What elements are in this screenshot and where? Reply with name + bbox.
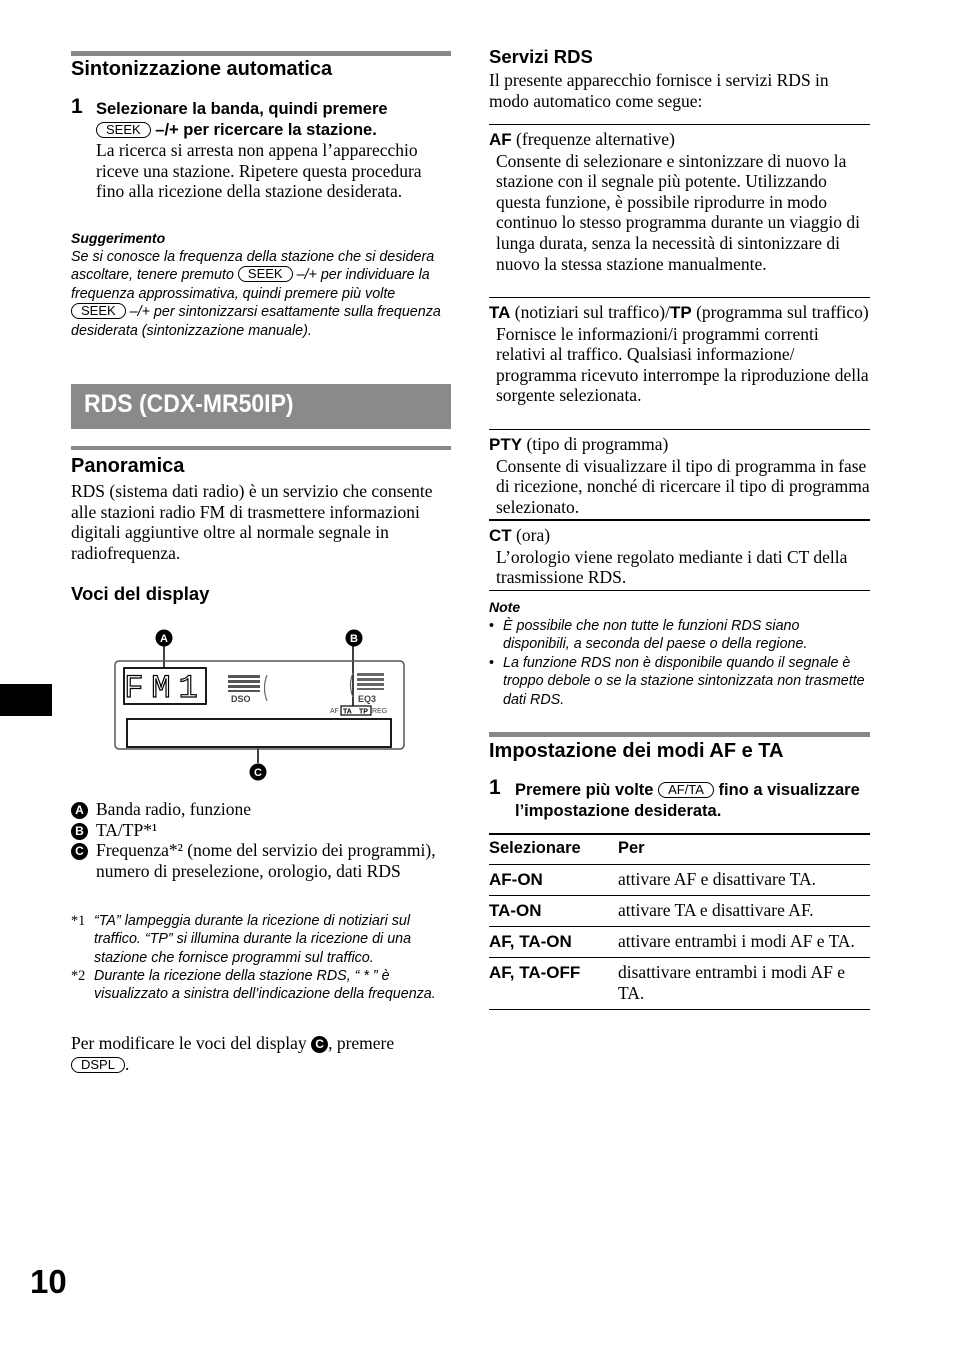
table-row — [489, 927, 870, 958]
table-cell: TA-ON — [489, 896, 618, 927]
footnote-text: Durante la ricezione della stazione RDS, “ * ” è visualizzato a sinistra dell’indicazione della frequenza. — [94, 968, 436, 1003]
section-banner — [71, 384, 451, 429]
table-cell: disattivare entrambi i modi AF e TA. — [618, 958, 870, 1010]
servizi-intro: Il presente apparecchio fornisce i servizi RDS in modo automatico come segue: — [489, 70, 829, 111]
step-text: Premere più volte — [515, 781, 654, 799]
marker-c: C — [254, 767, 262, 779]
reg-indicator: REG — [372, 708, 388, 715]
legend-text: Banda radio, funzione — [96, 799, 252, 819]
seek-button-label: SEEK — [238, 266, 293, 282]
tip-text — [71, 248, 451, 340]
rds-key: TA — [489, 303, 511, 322]
ta-indicator: TA — [343, 708, 352, 716]
tip-part-1: Se si conosce la frequenza della stazione che si desidera ascoltare, tenere premuto — [71, 249, 435, 284]
legend-text: TA/TP*¹ — [96, 819, 158, 840]
step-description: La ricerca si arresta non appena l’apparecchio riceve una stazione. Ripetere questa procedura fino alla ricezione della stazione desiderata. — [96, 140, 422, 202]
step-text: Selezionare la banda, quindi premere — [96, 100, 388, 118]
legend-item — [71, 840, 451, 881]
rds-label: (tipo di programma) — [522, 434, 669, 454]
change-marker: C — [311, 1036, 328, 1053]
rds-desc: Consente di visualizzare il tipo di programma in fase di ricezione, nonché di ricercare il tipo di programma selezionato. — [496, 455, 870, 517]
af-indicator: AF — [330, 708, 339, 715]
eq-indicator — [351, 673, 385, 704]
legend-list — [71, 799, 451, 881]
rds-entry-ct — [489, 519, 870, 588]
rds-desc: Fornisce le informazioni/i programmi correnti relativi al traffico. Qualsiasi informazione/ programma ricevuto interrompe la riproduzione della sorgente selezionata. — [496, 323, 869, 406]
legend-marker: A — [71, 802, 88, 819]
table-row — [489, 958, 870, 1010]
table-cell: AF, TA-OFF — [489, 958, 618, 1010]
seek-button-label: SEEK — [96, 122, 151, 138]
footnote-mark: *2 — [71, 968, 86, 984]
legend-marker: C — [71, 843, 88, 860]
eq-label: EQ3 — [358, 694, 377, 704]
footnote-text: “TA” lampeggia durante la ricezione di notiziari sul traffico. “TP” si illumina durante la ricezione di una stazione che fornisce programmi sul traffico. — [94, 913, 412, 966]
rds-key: AF — [489, 130, 512, 149]
display-diagram — [110, 625, 410, 785]
dspl-button-label: DSPL — [71, 1057, 125, 1073]
change-text-2: , premere — [328, 1033, 395, 1053]
rds-key: PTY — [489, 435, 523, 454]
modes-table — [489, 833, 870, 1010]
page-number: 10 — [30, 1263, 67, 1300]
table-cell: attivare AF e disattivare TA. — [618, 865, 870, 896]
table-header-row — [489, 834, 870, 865]
note-text: La funzione RDS non è disponibile quando il segnale è troppo debole o se la stazione sintonizzata non trasmette dati RDS. — [503, 654, 865, 708]
marker-b: B — [350, 633, 358, 645]
step-instruction — [96, 99, 451, 140]
table-row — [489, 896, 870, 927]
panoramica-text: RDS (sistema dati radio) è un servizio che consente alle stazioni radio FM di trasmettere informazioni digitali aggiuntive oltre al normale segnale in radiofrequenza. — [71, 481, 433, 563]
rds-label-2: (programma sul traffico) — [691, 302, 869, 322]
step-number: 1 — [71, 95, 83, 118]
marker-a: A — [160, 633, 168, 645]
legend-text: Frequenza*² (nome del servizio dei programmi), numero di preselezione, orologio, dati RDS — [96, 840, 436, 881]
dso-indicator — [228, 675, 267, 704]
step-text-2: fino a visualizzare l’impostazione desiderata. — [515, 781, 860, 820]
legend-item — [71, 799, 451, 820]
rds-desc: L’orologio viene regolato mediante i dati CT della trasmissione RDS. — [496, 546, 848, 588]
note-item: • La funzione RDS non è disponibile quando il segnale è troppo debole o se la stazione sintonizzata non trasmette dati RDS. — [489, 654, 870, 709]
section-title-panoramica: Panoramica — [71, 455, 185, 477]
rds-end-rule — [489, 590, 870, 591]
note-list — [489, 617, 870, 709]
page-tab-marker — [0, 684, 52, 716]
rds-key-2: TP — [669, 303, 692, 322]
footnote-2 — [71, 967, 451, 1004]
table-header: Selezionare — [489, 834, 618, 865]
note-text: È possibile che non tutte le funzioni RDS siano disponibili, a seconda del paese o della regione. — [503, 618, 808, 653]
tip-part-2: –/+ per individuare la frequenza approssimativa, quindi premere più volte — [71, 267, 430, 302]
dso-label: DSO — [231, 694, 251, 704]
rds-entry-af — [489, 124, 870, 274]
section-title-voci: Voci del display — [71, 583, 210, 604]
banner-title: RDS (CDX-MR50IP) — [84, 390, 294, 418]
rds-desc: Consente di selezionare e sintonizzare di nuovo la stazione con il segnale più potente. Utilizzando questa funzione, è possibile riprodurre in modo continuo lo stesso programma durante un viaggio di lunga durata, senza la necessità di sintonizzare di nuovo la stessa stazione manualmente. — [496, 150, 861, 274]
footnote-1 — [71, 912, 451, 967]
rds-label: (notiziari sul traffico)/ — [510, 302, 670, 322]
table-cell: attivare entrambi i modi AF e TA. — [618, 927, 870, 958]
footnote-mark: *1 — [71, 913, 86, 929]
section-rule — [71, 51, 451, 56]
section-title-impostazione: Impostazione dei modi AF e TA — [489, 740, 784, 762]
table-row — [489, 865, 870, 896]
rds-entry-pty — [489, 429, 870, 517]
section-title-servizi: Servizi RDS — [489, 46, 593, 67]
step-text-2: –/+ per ricercare la stazione. — [155, 120, 377, 139]
section-rule — [489, 732, 870, 737]
note-title: Note — [489, 599, 521, 615]
step-number: 1 — [489, 776, 501, 799]
tip-part-3: –/+ per sintonizzarsi esattamente sulla frequenza desiderata (sintonizzazione manuale). — [71, 304, 441, 339]
step-instruction — [515, 780, 871, 821]
af-ta-button-label: AF/TA — [658, 782, 714, 798]
table-header: Per — [618, 834, 870, 865]
rds-key: CT — [489, 526, 512, 545]
change-text-3: . — [124, 1053, 130, 1074]
table-cell: AF-ON — [489, 865, 618, 896]
rds-label: (ora) — [511, 525, 551, 545]
seek-button-label: SEEK — [71, 303, 126, 319]
rds-entry-ta-tp — [489, 297, 870, 406]
table-cell: AF, TA-ON — [489, 927, 618, 958]
tip-title: Suggerimento — [71, 230, 166, 246]
section-rule — [71, 446, 451, 450]
table-cell: attivare TA e disattivare AF. — [618, 896, 870, 927]
tp-indicator: TP — [359, 708, 368, 716]
legend-item — [71, 820, 451, 841]
band-readout: FM1 — [124, 670, 206, 707]
change-text-1: Per modificare le voci del display — [71, 1033, 307, 1053]
legend-marker: B — [71, 823, 88, 840]
note-item: • È possibile che non tutte le funzioni RDS siano disponibili, a seconda del paese o della regione. — [489, 617, 870, 654]
change-display-text — [71, 1033, 451, 1074]
rds-label: (frequenze alternative) — [511, 129, 675, 149]
section-title-sintonizzazione: Sintonizzazione automatica — [71, 58, 333, 80]
